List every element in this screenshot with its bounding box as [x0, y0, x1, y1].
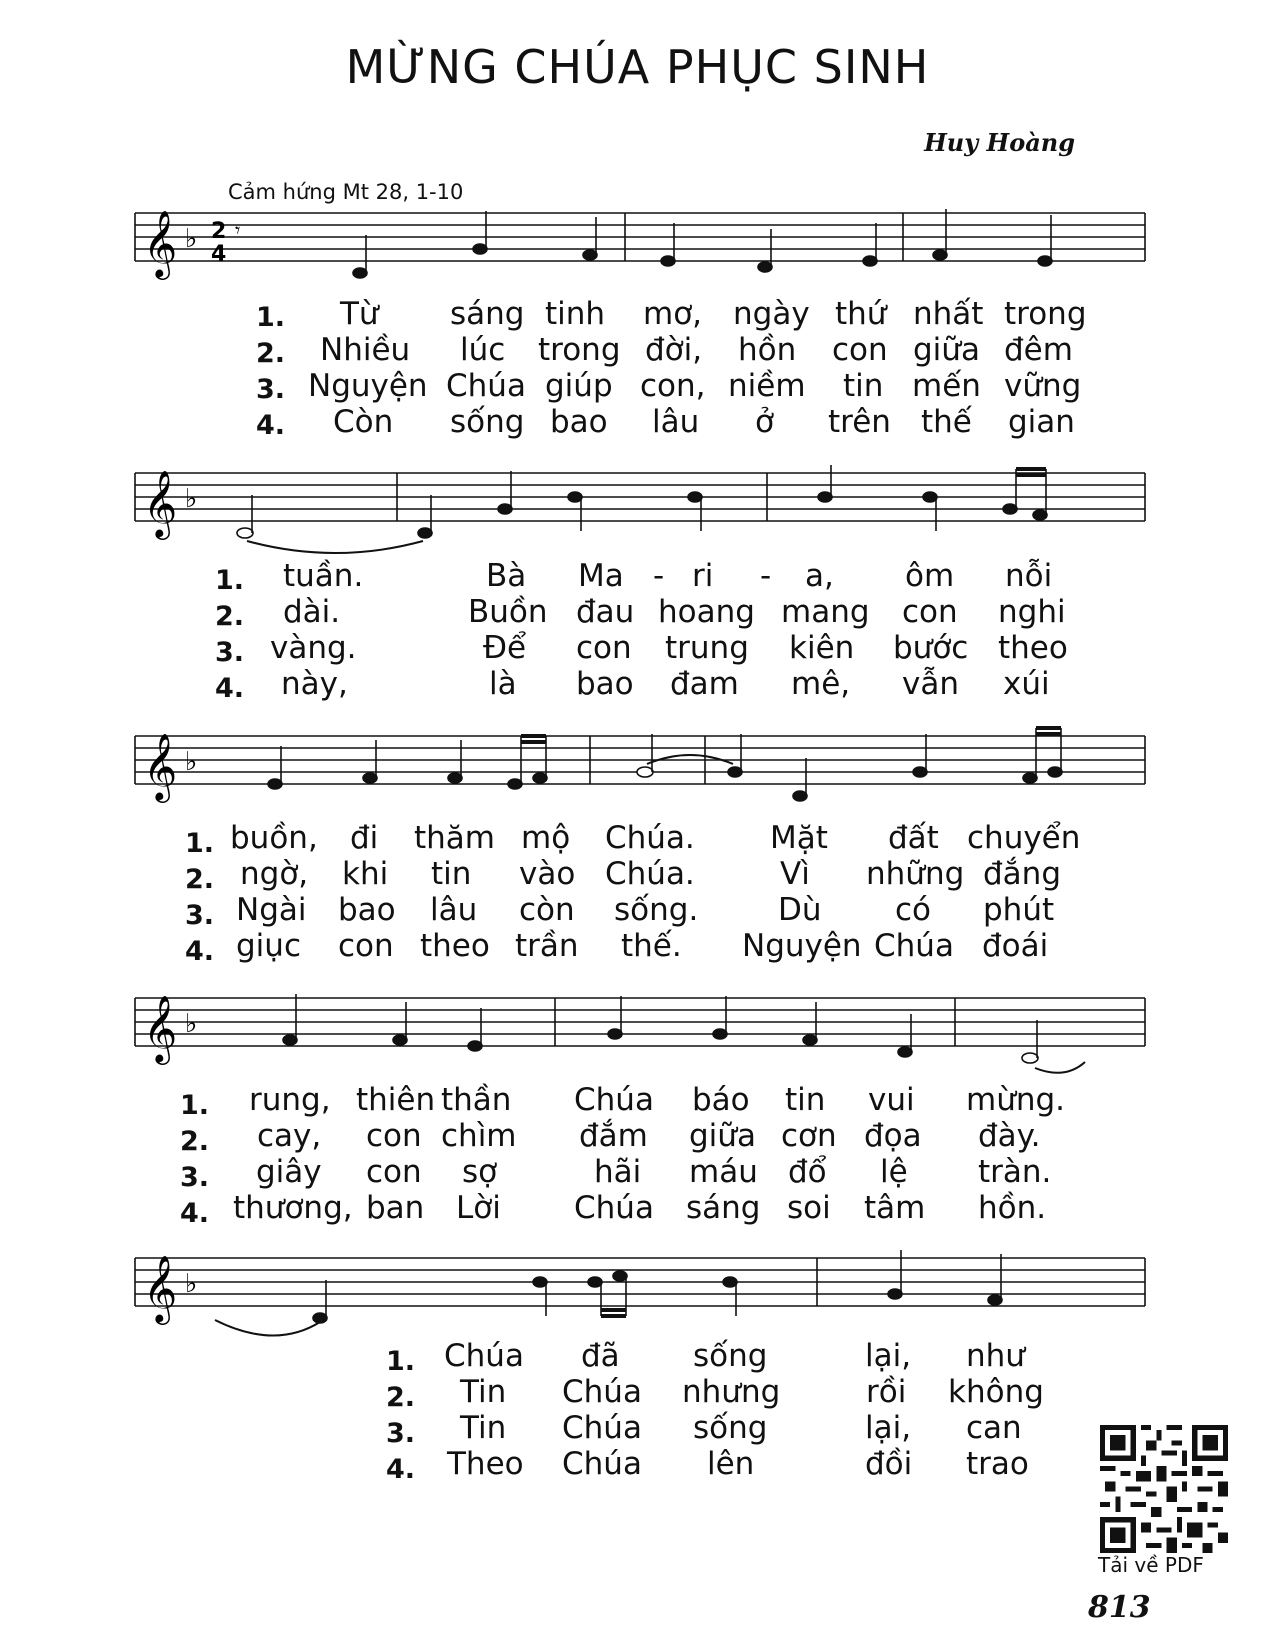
lyric-word: nhưng: [682, 1374, 781, 1410]
lyric-word: là: [489, 666, 517, 702]
lyric-word: mang: [781, 594, 870, 630]
lyric-word: nhất: [913, 296, 984, 332]
staff-3: [135, 728, 1145, 798]
lyric-word: như: [966, 1338, 1025, 1374]
lyric-word: Chúa: [562, 1410, 642, 1446]
lyric-word: sống: [693, 1410, 768, 1446]
lyric-word: soi: [787, 1190, 831, 1226]
svg-text:𝄞: 𝄞: [143, 469, 178, 537]
lyric-word: dài.: [283, 594, 341, 630]
lyric-word: thứ: [835, 296, 887, 332]
verse-number: 1.: [215, 565, 245, 596]
lyric-word: theo: [420, 928, 490, 964]
verse-number: 1.: [256, 302, 286, 333]
lyric-word: lúc: [460, 332, 506, 368]
lyric-word: thăm: [414, 820, 495, 856]
lyric-word: Chúa: [444, 1338, 524, 1374]
svg-text:♭: ♭: [185, 1009, 198, 1039]
lyric-word: sống.: [614, 892, 699, 928]
staff-1: [135, 205, 1145, 275]
lyric-word: báo: [692, 1082, 750, 1118]
time-signature-bottom: 4: [211, 242, 227, 267]
lyric-word: gian: [1008, 404, 1075, 440]
lyric-word: can: [966, 1410, 1022, 1446]
lyric-word: vào: [519, 856, 576, 892]
lyric-word: tin: [431, 856, 472, 892]
verse-number: 1.: [180, 1090, 210, 1121]
lyric-word: thiên: [356, 1082, 436, 1118]
lyric-word: Vì: [780, 856, 810, 892]
page-number: 813: [1088, 1590, 1151, 1625]
verse-number: 3.: [215, 637, 245, 668]
lyric-word: sợ: [462, 1154, 498, 1190]
lyric-word: Bà: [486, 558, 527, 594]
lyric-word: đồi: [865, 1446, 913, 1482]
lyric-word: Theo: [447, 1446, 524, 1482]
composer-name: Huy Hoàng: [924, 128, 1075, 157]
lyric-word: tràn.: [978, 1154, 1052, 1190]
lyric-word: đêm: [1004, 332, 1073, 368]
lyric-word: tuần.: [283, 558, 364, 594]
lyric-word: thế: [921, 404, 972, 440]
lyric-word: tin: [843, 368, 884, 404]
qr-code-icon[interactable]: [1100, 1425, 1228, 1553]
lyric-word: Nguyện: [308, 368, 428, 404]
verse-number: 1.: [386, 1346, 416, 1377]
lyric-word: con: [338, 928, 394, 964]
lyric-word: cơn: [781, 1118, 837, 1154]
lyric-word: ban: [366, 1190, 425, 1226]
lyric-word: này,: [281, 666, 348, 702]
lyric-word: Từ: [340, 296, 379, 332]
lyric-word: bước: [893, 630, 969, 666]
lyric-word: bao: [338, 892, 396, 928]
svg-text:𝄾: 𝄾: [235, 218, 241, 242]
verse-number: 3.: [386, 1418, 416, 1449]
verse-number: 3.: [180, 1162, 210, 1193]
lyric-word: Chúa.: [605, 856, 695, 892]
lyric-word: theo: [998, 630, 1068, 666]
lyric-word: chuyển: [967, 820, 1081, 856]
lyric-word: đi: [350, 820, 379, 856]
lyric-word: mừng.: [966, 1082, 1066, 1118]
lyric-word: đoái: [982, 928, 1049, 964]
lyric-word: Buồn: [468, 594, 548, 630]
lyric-word: trao: [966, 1446, 1029, 1482]
verse-number: 3.: [185, 900, 215, 931]
lyric-word: đời,: [645, 332, 703, 368]
lyric-word: lệ: [880, 1154, 908, 1190]
lyric-word: ri: [692, 558, 714, 594]
lyric-word: đổ: [788, 1154, 827, 1190]
song-title: MỪNG CHÚA PHỤC SINH: [345, 40, 930, 94]
lyric-word: Nguyện: [742, 928, 862, 964]
lyric-word: niềm: [728, 368, 806, 404]
lyric-word: mộ: [521, 820, 571, 856]
lyric-word: mơ,: [643, 296, 703, 332]
lyric-word: Dù: [778, 892, 822, 928]
verse-number: 4.: [180, 1198, 210, 1229]
lyric-word: vẫn: [902, 666, 959, 702]
lyric-word: xúi: [1003, 666, 1050, 702]
lyric-word: sáng: [450, 296, 525, 332]
lyric-word: Chúa: [574, 1190, 654, 1226]
lyric-word: thương,: [233, 1190, 353, 1226]
verse-number: 4.: [256, 410, 286, 441]
lyric-word: Chúa.: [605, 820, 695, 856]
lyric-word: ôm: [905, 558, 955, 594]
svg-text:𝄞: 𝄞: [143, 732, 178, 800]
lyric-word: bao: [576, 666, 634, 702]
lyric-word: thế.: [621, 928, 682, 964]
lyric-word: Lời: [456, 1190, 501, 1226]
verse-number: 2.: [185, 864, 215, 895]
time-signature-top: 2: [211, 219, 227, 244]
verse-number: 2.: [256, 338, 286, 369]
lyric-word: đau: [576, 594, 635, 630]
lyric-word: lâu: [652, 404, 700, 440]
lyric-word: vững: [1004, 368, 1082, 404]
lyric-word: đày.: [978, 1118, 1041, 1154]
lyric-word: Chúa: [446, 368, 526, 404]
svg-text:♭: ♭: [185, 484, 198, 514]
lyric-word: buồn,: [230, 820, 318, 856]
lyric-word: đọa: [864, 1118, 922, 1154]
lyric-word: phút: [983, 892, 1055, 928]
lyric-word: chìm: [441, 1118, 517, 1154]
lyric-word: con: [366, 1154, 422, 1190]
verse-number: 4.: [215, 673, 245, 704]
lyric-word: tin: [785, 1082, 826, 1118]
staff-5: [135, 1250, 1145, 1320]
lyric-word: có: [895, 892, 932, 928]
lyric-word: lên: [707, 1446, 755, 1482]
lyric-word: đắm: [579, 1118, 648, 1154]
lyric-word: lâu: [430, 892, 478, 928]
lyric-word: ngày: [733, 296, 810, 332]
lyric-word: mến: [912, 368, 981, 404]
lyric-word: Ngài: [236, 892, 307, 928]
lyric-word: tinh: [545, 296, 606, 332]
svg-text:𝄞: 𝄞: [143, 1254, 178, 1322]
lyric-word: rung,: [249, 1082, 331, 1118]
svg-text:♭: ♭: [185, 747, 198, 777]
lyric-word: Còn: [333, 404, 394, 440]
lyric-word: rồi: [866, 1374, 907, 1410]
lyric-word: đất: [888, 820, 939, 856]
lyric-word: con: [366, 1118, 422, 1154]
lyric-word: giục: [236, 928, 301, 964]
lyric-word: đắng: [983, 856, 1061, 892]
lyric-word: máu: [689, 1154, 758, 1190]
lyric-word: trung: [665, 630, 749, 666]
lyric-word: sáng: [686, 1190, 761, 1226]
lyric-word: lại,: [865, 1410, 912, 1446]
verse-number: 3.: [256, 374, 286, 405]
lyric-word: Chúa: [574, 1082, 654, 1118]
staff-4: [135, 990, 1145, 1060]
lyric-word: ở: [755, 404, 774, 440]
flat-icon: ♭: [185, 224, 198, 254]
lyric-word: hoang: [658, 594, 755, 630]
lyric-word: trong: [538, 332, 621, 368]
svg-text:♭: ♭: [185, 1269, 198, 1299]
lyric-word: sống: [450, 404, 525, 440]
lyric-word: giây: [256, 1154, 322, 1190]
lyric-word: còn: [519, 892, 575, 928]
verse-number: 4.: [185, 936, 215, 967]
lyric-word: -: [653, 558, 665, 594]
lyric-word: giữa: [689, 1118, 756, 1154]
lyric-word: tâm: [864, 1190, 926, 1226]
svg-text:𝄞: 𝄞: [143, 994, 178, 1062]
lyric-word: vàng.: [270, 630, 357, 666]
lyric-word: giúp: [545, 368, 613, 404]
inspiration-note: Cảm hứng Mt 28, 1-10: [228, 180, 464, 204]
lyric-word: Tin: [460, 1410, 507, 1446]
lyric-word: Chúa: [562, 1374, 642, 1410]
lyric-word: giữa: [913, 332, 980, 368]
lyric-word: vui: [868, 1082, 915, 1118]
lyric-word: nghi: [998, 594, 1066, 630]
lyric-word: Chúa: [562, 1446, 642, 1482]
lyric-word: trần: [515, 928, 579, 964]
lyric-word: thần: [441, 1082, 512, 1118]
lyric-word: Ma: [578, 558, 624, 594]
lyric-word: con: [832, 332, 888, 368]
lyric-word: cay,: [257, 1118, 322, 1154]
lyric-word: mê,: [791, 666, 851, 702]
lyric-word: Để: [483, 630, 527, 666]
lyric-word: không: [948, 1374, 1044, 1410]
lyric-word: nỗi: [1005, 558, 1053, 594]
lyric-word: Nhiều: [320, 332, 411, 368]
lyric-word: lại,: [865, 1338, 912, 1374]
lyric-word: hãi: [594, 1154, 642, 1190]
lyric-word: con,: [640, 368, 706, 404]
lyric-word: kiên: [789, 630, 855, 666]
verse-number: 2.: [215, 601, 245, 632]
lyric-word: hồn: [738, 332, 797, 368]
lyric-word: sống: [693, 1338, 768, 1374]
lyric-word: -: [760, 558, 772, 594]
staff-2: [135, 465, 1145, 535]
treble-clef-icon: 𝄞: [143, 209, 178, 277]
lyric-word: trong: [1004, 296, 1087, 332]
lyric-word: đã: [581, 1338, 620, 1374]
lyric-word: đam: [670, 666, 739, 702]
lyric-word: ngờ,: [240, 856, 309, 892]
verse-number: 4.: [386, 1454, 416, 1485]
lyric-word: Tin: [460, 1374, 507, 1410]
verse-number: 1.: [185, 828, 215, 859]
lyric-word: con: [576, 630, 632, 666]
lyric-word: hồn.: [978, 1190, 1047, 1226]
lyric-word: con: [902, 594, 958, 630]
lyric-word: những: [866, 856, 965, 892]
lyric-word: trên: [828, 404, 891, 440]
lyric-word: Chúa: [874, 928, 954, 964]
lyric-word: bao: [550, 404, 608, 440]
verse-number: 2.: [386, 1382, 416, 1413]
lyric-word: Mặt: [770, 820, 828, 856]
download-pdf-link[interactable]: Tải về PDF: [1098, 1553, 1204, 1577]
verse-number: 2.: [180, 1126, 210, 1157]
lyric-word: khi: [342, 856, 389, 892]
lyric-word: a,: [805, 558, 834, 594]
